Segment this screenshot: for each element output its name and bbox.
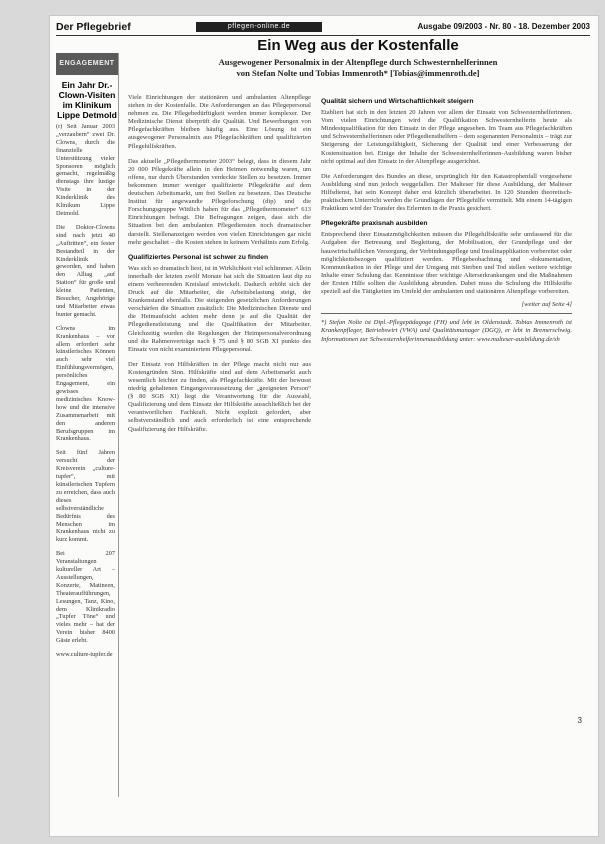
article-paragraph: Die Anforderungen des Bundes an diese, ursprünglich für den Katastrophenfall vorgesehene Ausbildung sind nun jedoch weggefallen. Der Malteser für diese Ausbildung, der Malteser Hilfsdienst, hat sein Konzept daher erst kürzlich überarbeitet. In 120 Stunden theoretisch-praktischem Unterricht werden die Grundlagen der Pflegehilfe vermittelt. Mit einem 14-tägigen Praktikum wird der Transfer des Erlernten in die Praxis gesichert. xyxy=(321,172,572,213)
section-heading: Pflegekräfte praxisnah ausbilden xyxy=(321,220,428,228)
article-subtitle xyxy=(128,57,588,79)
sidebar-web-link[interactable]: www.culture-tupfer.de xyxy=(56,651,113,659)
sidebar-paragraph: Bei 207 Veranstaltungen kultureller Art – Ausstellungen, Konzerte, Matineen, Theateraufführungen, Lesungen, Tanz, Kino, dem Klinikradio „Tupfer Töne“ und vieles mehr – hat der Verein bisher 8400 Gäste erlebt. xyxy=(56,550,115,645)
continuation-note: [weiter auf Seite 4] xyxy=(521,301,572,309)
section-heading: Qualifiziertes Personal ist schwer zu finden xyxy=(128,253,269,261)
author-footnote: *) Stefan Nolte ist Dipl.-Pflegepädagoge (FH) und lebt in Oldenstadt. Tobias Immenroth ist Krankenpfleger, Betriebswirt (VWA) und Qualitätsmanager (DGQ), er lebt in Bremerschwig. Informationen zur Schwesternhelferinnenausbildung unter: www.malteser-ausbildung.de/sh xyxy=(321,319,572,343)
subtitle-line: Ausgewogener Personalmix in der Altenpflege durch Schwesternhelferinnen xyxy=(218,57,498,67)
article-paragraph: Was sich so dramatisch liest, ist in Wirklichkeit viel schlimmer. Allein innerhalb der letzten zwölf Monate hat sich die Situation laut dip zu einem verheerenden Kreislauf entwickelt. Dadurch erhöht sich der Druck auf die Mitarbeiter, die Arbeitsbelastung steigt, der Krankenstand ebenfalls. Die steigenden gesetzlichen Anforderungen verschärfen die Situation zusätzlich: Die Medizinischen Dienste und die Heimaufsicht achten mehr denn je auf die Qualität der Pflegedienstleistung und die Qualifikation der Mitarbeiter. Gleichzeitig wurden die Regelungen der Heimpersonalverordnung und die Rahmenverträge nach § 75 und § 80 SGB XI punkto des Einsatz von nicht examiniertem Pflegepersonal. xyxy=(128,264,311,353)
sidebar-headline: Ein Jahr Dr.-Clown-Visiten im Klinikum Lippe Detmold xyxy=(57,80,117,120)
section-heading: Qualität sichern und Wirtschaftlichkeit steigern xyxy=(321,98,474,105)
footnote-divider xyxy=(321,313,572,314)
newspaper-page xyxy=(50,16,598,836)
article-paragraph: Das aktuelle „Pflegethermometer 2003“ belegt, dass in diesem Jahr 20 000 Pflegekräfte allein in den Heimen notwendig waren, um offene, nur durch Überstunden verdeckte Stellen zu besetzen. Immer bekommen immer weniger qualifizierte Pflegekräfte auf dem deutschen Arbeitsmarkt, um frei Stellen zu besetzen. Das Deutsche Institut für angewandte Pflegeforschung (dip) und die Forschungsgruppe Wittlich haben für das „Pflegethermometer“ 613 Einrichtungen befragt. Die Befragungen zeigen, dass sich die Situation bei den ambulanten Pflegediensten noch dramatischer darstellt. Stellenanzeigen werden von vielen Einrichtungen gar nicht mehr geschaltet – die Kosten stehen in keinem Verhältnis zum Erfolg. xyxy=(128,157,311,246)
sidebar-ribbon: ENGAGEMENT xyxy=(56,53,118,75)
article-title: Ein Weg aus der Kostenfalle xyxy=(257,37,459,54)
article-paragraph: Der Einsatz von Hilfskräften in der Pflege macht nicht nur aus Kostengründen Sinn. Hilfskräfte sind auf dem Arbeitsmarkt auch wesentlich leichter zu finden, als Pflegefachkräfte. Mit der bewusst niedrig gehaltenen Eingangsvoraussetzung der „geeigneten Person“ (§ 80 SGB XI) liegt die Verantwortung für die Auswahl, Qualifizierung und dem Einsatz der Hilfskräfte ausschließlich bei der verantwortlichen Fachkraft. Nicht explizit gefordert, aber selbstverständlich und auch erforderlich ist eine entsprechende Qualifizierung der Hilfskräfte. xyxy=(128,360,311,433)
issue-info: Ausgabe 09/2003 - Nr. 80 - 18. Dezember 2003 xyxy=(417,22,590,31)
authors-line: von Stefan Nolte und Tobias Immenroth* [Tobias@immenroth.de] xyxy=(236,68,480,78)
sidebar-column xyxy=(56,53,119,797)
publication-name: Der Pflegebrief xyxy=(56,21,131,33)
sidebar-paragraph: Clowns im Krankenhaus – vor allem erfordert sehr künstlerisches Können auch sehr viel Einfühlungsvermögen, persönliches Engagement, ein gewisses medizinisches Know-how und die intensive Zusammenarbeit mit den anderen Berufsgruppen im Krankenhaus. xyxy=(56,324,115,443)
article-paragraph: Entsprechend ihrer Einsatzmöglichkeiten müssen die Pflegehilfskräfte sehr umfassend für die Aufgaben der Betreuung und Begleitung, der Mobilisation, der Grundpflege und der hauswirtschaftlichen Versorgung, der Verbindungspflege und Insulinapplikation vorbereitet oder möglichkeitsbezogen qualifiziert werden. Pflegebeobachtung und -dokumentation, Kommunikation in der Pflege und der Umgang mit Sterben und Tod stellen weitere wichtige Inhalte einer Schulung dar. Kenntnisse über wichtige Alterserkrankungen und die Maßnahmen der Ersten Hilfe sollten die Ausbildung abrunden. Dabei muss die Schulung die Hilfskräfte speziell auf die Tätigkeiten im Umfeld der ambulanten und stationären Altenpflege vorbereiten. xyxy=(321,231,572,295)
article-column-right xyxy=(321,94,572,344)
page-number: 3 xyxy=(577,716,582,725)
article-paragraph: Viele Einrichtungen der stationären und ambulanten Altenpflege stehen in der Kostenfalle. Die Anforderungen an das Pflegepersonal nehmen zu. Die Pflegebedürftigkeit werden immer komplexer. Der Medizinische Dienst überprüft die Qualität. Und Bewerbungen von Pflegefachkräften bleiben häufig aus. Eine Lösung ist ein ausgewogener Personalmix aus Pflegefachkräften und qualifizierten Pflegehilfskräften. xyxy=(128,94,311,150)
sidebar-body xyxy=(56,123,118,645)
website-badge: pflegen-online.de xyxy=(196,22,322,32)
sidebar-paragraph: Seit fünf Jahren versucht der Kreisverein „culture-tupfer“, mit künstlerischen Tupfern zu erreichen, dass auch dieses selbstverständliche Bedürfnis des Menschen im Krankenhaus nicht zu kurz kommt. xyxy=(56,449,115,544)
masthead xyxy=(56,21,590,36)
sidebar-paragraph: (r) Seit Januar 2003 „verzaubern“ zwei Dr. Clowns, durch die finanzielle Unterstützung vieler Sponsoren möglich gemacht, regelmäßig dienstags ihre lustige Visite in der Kinderklinik des Klinikum Lippe Detmold. xyxy=(56,123,115,217)
article-paragraph: Etabliert hat sich in den letzten 20 Jahren vor allem der Einsatz von Schwesternhelferinnen. Vom vielen Einrichtungen wird die Qualifikation Schwesternhelferin heute als Mindestqualifikation für den Einsatz in der Pflege angesehen. Im Team aus Pflegefachkräften und Schwesternhelferinnen oder Pflegediensthelfern – dem sogenannten Personalmix – trägt zur Steigerung der Leistungsfähigkeit, Sicherung der Qualität und einer Verbesserung der Kostensituation bei. Einige der Inhalte der Schwesternhelferinnen-Ausbildung waren bisher nicht optimal auf den Einsatz in der Altenpflege ausgerichtet. xyxy=(321,109,572,165)
sidebar-paragraph: Die Doktor-Clowns sind nach jetzt 40 „Auftritten“, ein fester Bestandteil in der Kinderklinik geworden, und haben den Alltag „auf Station“ für große und kleine Patienten, Besucher, Angehörige und Mitarbeiter etwas bunter gemacht. xyxy=(56,223,115,318)
article-column-left xyxy=(128,94,311,441)
